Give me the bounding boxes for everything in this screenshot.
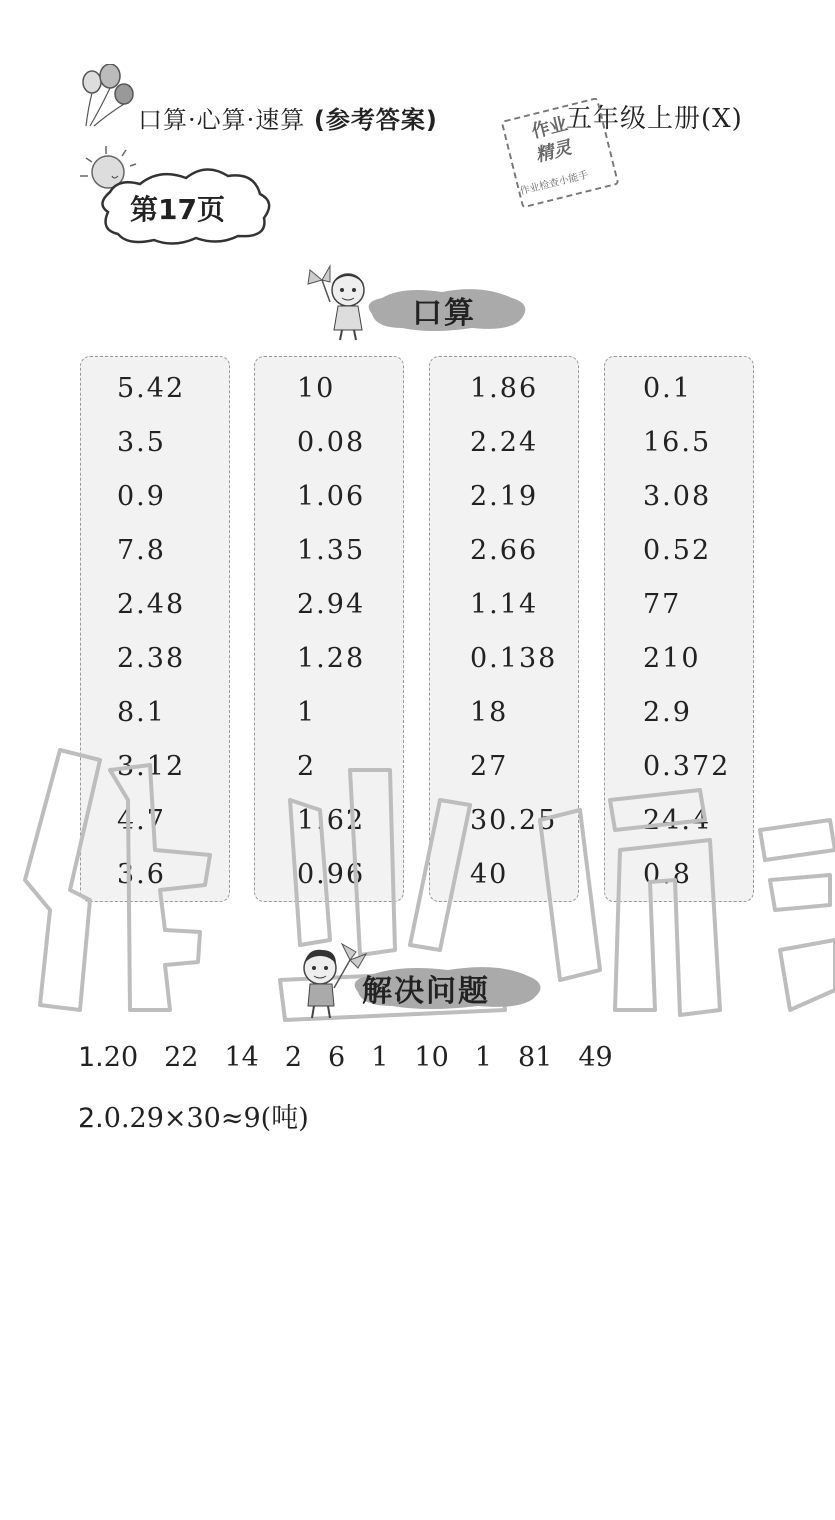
header-grade: 五年级上册(X) xyxy=(566,104,743,134)
problem-1-value: 1 xyxy=(371,1042,389,1073)
problem-1-value: 1 xyxy=(474,1042,492,1073)
page-badge xyxy=(78,142,278,247)
problem-1-value: 10 xyxy=(414,1042,449,1073)
problem-1-value: 49 xyxy=(578,1042,613,1073)
answer-cell: 1.86 xyxy=(470,373,539,404)
answer-cell: 0.138 xyxy=(470,643,558,674)
answer-cell: 2.66 xyxy=(470,535,539,566)
answer-cell: 3.08 xyxy=(643,481,712,512)
answer-cell: 0.96 xyxy=(297,859,366,890)
problem-2-answer xyxy=(78,1096,309,1135)
answer-cell: 4.7 xyxy=(117,805,166,836)
answer-cell: 2.94 xyxy=(297,589,366,620)
problem-2-text: 0.29×30≈9(吨) xyxy=(103,1103,309,1134)
answer-cell: 2.24 xyxy=(470,427,539,458)
answer-cell: 5.42 xyxy=(117,373,186,404)
answer-cell: 3.12 xyxy=(117,751,186,782)
answer-cell: 7.8 xyxy=(117,535,166,566)
problem-1-answers xyxy=(78,1042,639,1073)
answer-cell: 1.62 xyxy=(297,805,366,836)
stamp-line3: 作业检查小能手 xyxy=(518,169,590,198)
answer-cell: 0.08 xyxy=(297,427,366,458)
page-number-label: 第17页 xyxy=(130,193,225,226)
answer-cell: 27 xyxy=(470,751,509,782)
answer-cell: 18 xyxy=(470,697,509,728)
answer-cell: 0.52 xyxy=(643,535,712,566)
answer-cell: 2.19 xyxy=(470,481,539,512)
answer-cell: 2 xyxy=(297,751,317,782)
answer-cell: 16.5 xyxy=(643,427,712,458)
answer-cell: 0.1 xyxy=(643,373,692,404)
answer-cell: 1.28 xyxy=(297,643,366,674)
problem-1-value: 20 xyxy=(103,1042,139,1073)
problem-1-value: 14 xyxy=(224,1042,259,1073)
answer-cell: 210 xyxy=(643,643,701,674)
answer-cell: 24.4 xyxy=(643,805,712,836)
problem-1-value: 81 xyxy=(517,1042,553,1073)
answer-cell: 1.35 xyxy=(297,535,366,566)
answer-cell: 77 xyxy=(643,589,682,620)
answer-cell: 10 xyxy=(297,373,336,404)
answer-cell: 3.5 xyxy=(117,427,166,458)
answer-cell: 3.6 xyxy=(117,859,166,890)
stamp-line2: 精灵 xyxy=(533,137,574,167)
header-title-answer-key: (参考答案) xyxy=(313,106,438,134)
balloons-icon xyxy=(78,64,138,128)
stamp-line1: 作业 xyxy=(529,113,570,143)
answer-cell: 0.372 xyxy=(643,751,731,782)
answer-column-3 xyxy=(429,356,579,902)
section-title-oral: 口算 xyxy=(412,296,476,331)
section-title-problems: 解决问题 xyxy=(362,974,490,1009)
answer-cell: 40 xyxy=(470,859,509,890)
answer-cell: 1.06 xyxy=(297,481,366,512)
answer-cell: 2.48 xyxy=(117,589,186,620)
answer-column-4 xyxy=(604,356,754,902)
problem-1-value: 22 xyxy=(164,1042,199,1073)
problem-2-number: 2. xyxy=(78,1103,104,1134)
answer-cell: 2.38 xyxy=(117,643,186,674)
answer-cell: 1 xyxy=(297,697,317,728)
answer-cell: 1.14 xyxy=(470,589,539,620)
answer-cell: 0.8 xyxy=(643,859,692,890)
answer-cell: 0.9 xyxy=(117,481,166,512)
answer-cell: 2.9 xyxy=(643,697,692,728)
header-title-pre: 口算·心算·速算 xyxy=(138,106,306,134)
answer-cell: 8.1 xyxy=(117,697,166,728)
problem-1-number: 1. xyxy=(78,1042,104,1073)
answer-column-2 xyxy=(254,356,404,902)
answer-column-1 xyxy=(80,356,230,902)
header-title xyxy=(138,100,438,135)
problem-1-value: 2 xyxy=(284,1042,303,1073)
problem-1-value: 6 xyxy=(328,1042,346,1073)
answer-cell: 30.25 xyxy=(470,805,558,836)
